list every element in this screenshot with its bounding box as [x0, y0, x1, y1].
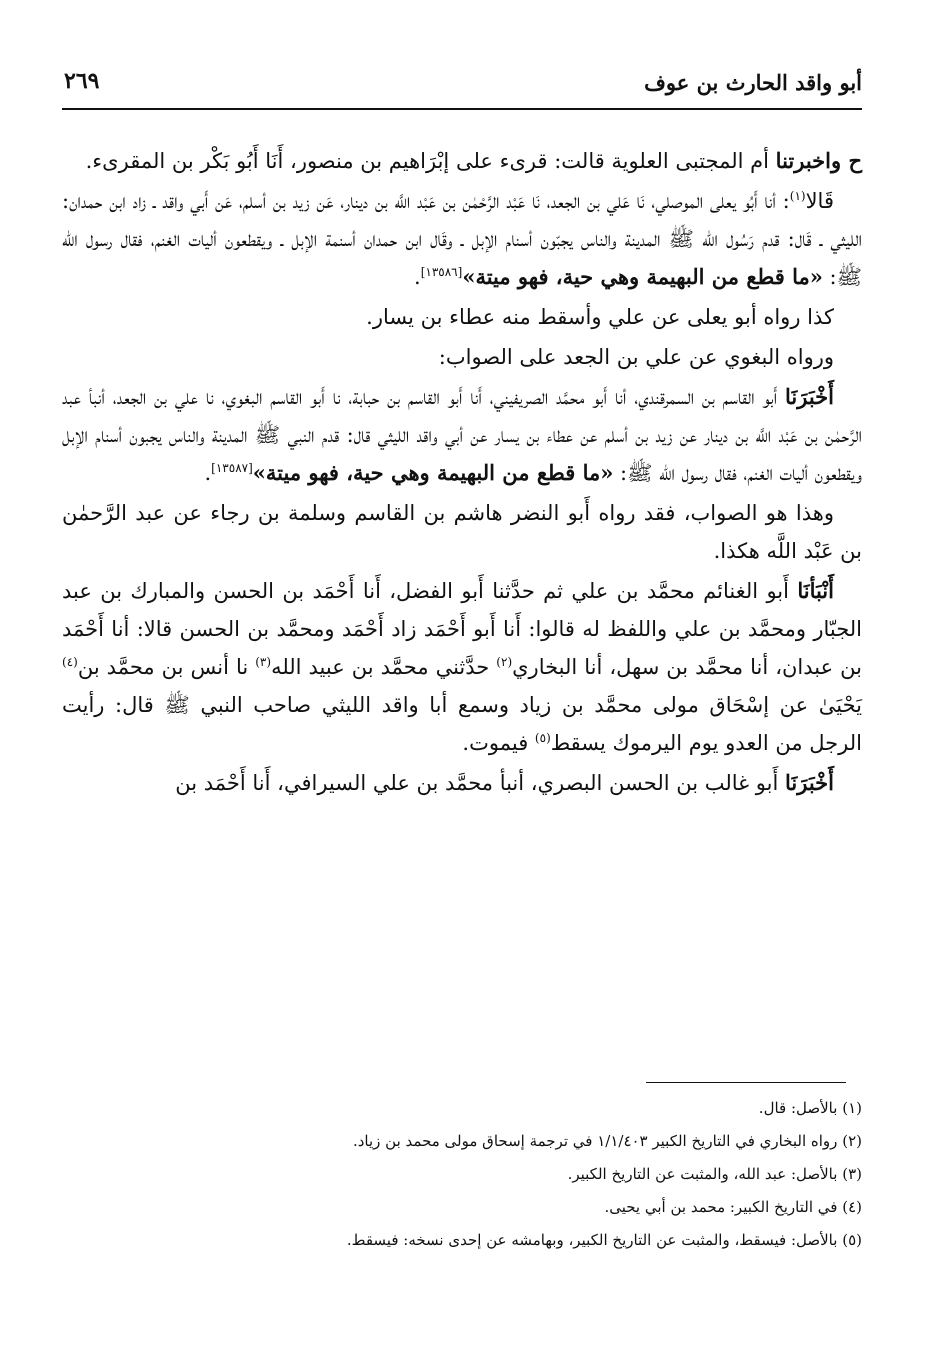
- paragraph-text: أَبو القاسم بن السمرقندي، أنا أَبو محمَّد الصريفيني، أَنا أَبو القاسم بن حبابة، نا أَبو القاسم البغوي، نا علي بن الجعد، أنبأ عبد الرَّحمٰن بن عَبْد اللَّه بن دينار عن زيد بن أسلم عن عطاء بن يسار عن أبي واقد الليثي قال: قدم النبي ﷺ المدينة والناس يجبون أسنام الإبل ويقطعون أليات الغنم، فقال رسول الله ﷺ:: [62, 385, 862, 485]
- paragraph-5: [62, 378, 862, 492]
- paragraph-text: ورواه البغوي عن علي بن الجعد على الصواب:: [438, 345, 834, 369]
- footnote-5: [62, 1224, 862, 1257]
- footnote-4: [62, 1191, 862, 1224]
- footnote-text: بالأصل: فيسقط، والمثبت عن التاريخ الكبير، وبهامشه عن إحدى نسخه: فيسقط.: [346, 1231, 838, 1249]
- running-header: [62, 64, 862, 110]
- hadith-number: [١٣٥٨٧]: [211, 461, 253, 475]
- paragraph-lead: أَنْبَأنَا: [797, 578, 834, 603]
- footnote-marker: (٣): [255, 655, 272, 669]
- paragraph-7: [62, 572, 862, 762]
- paragraph-3: [62, 298, 862, 336]
- paragraph-text: يَحْيَىٰ عن إسْحَاق مولى محمَّد بن زياد وسمع أبا واقد الليثي صاحب النبي ﷺ قال: رأيت الرجل من العدو يوم اليرموك يسقط: [62, 693, 862, 755]
- paragraph-text: أَبو الغنائم محمَّد بن علي ثم حدَّثنا أَبو الفضل، أَنا أَحْمَد بن الحسن والمبارك بن عبد الجبّار ومحمَّد بن علي واللفظ له قالوا: أَنا أَبو أَحْمَد زاد أَحْمَد ومحمَّد بن الحسن قالا: أنا أَحْمَد بن عبدان، أنا محمَّد بن سهل، أنا البخاري: [62, 579, 862, 679]
- footnote-1: [62, 1092, 862, 1125]
- paragraph-text: كذا رواه أبو يعلى عن علي وأسقط منه عطاء بن يسار.: [366, 305, 834, 329]
- footnote-number: (٢): [842, 1132, 862, 1150]
- footnote-text: في التاريخ الكبير: محمد بن أبي يحيى.: [604, 1198, 838, 1216]
- paragraph-2: [62, 182, 862, 296]
- footnote-3: [62, 1158, 862, 1191]
- paragraph-end: .: [204, 461, 212, 485]
- paragraph-4: [62, 338, 862, 376]
- paragraph-text: حدَّثني محمَّد بن عبيد الله: [271, 655, 497, 679]
- hadith-quote: «ما قطع من البهيمة وهي حية، فهو ميتة»: [252, 460, 614, 485]
- paragraph-end: .: [414, 265, 421, 289]
- footnote-marker: (٤): [62, 655, 78, 669]
- paragraph-lead: ح واخبرتنا: [775, 148, 862, 173]
- paragraph-text: أَبو غالب بن الحسن البصري، أنبأ محمَّد بن علي السيرافي، أَنا أَحْمَد بن: [175, 771, 786, 795]
- footnote-text: بالأصل: عبد الله، والمثبت عن التاريخ الكبير.: [567, 1165, 838, 1183]
- paragraph-text: وهذا هو الصواب، فقد رواه أَبو النضر هاشم بن القاسم وسلمة بن رجاء عن عبد الرَّحمٰن بن عَبْد اللَّه هكذا.: [62, 501, 862, 563]
- header-title: أبو واقد الحارث بن عوف: [644, 70, 862, 95]
- paragraph-text: أم المجتبى العلوية قالت: قرىء على إبْرَاهيم بن منصور، أَنَا أَبُو بَكْر بن المقرىء.: [85, 149, 776, 173]
- paragraph-text: نا أنس بن محمَّد بن: [77, 655, 256, 679]
- hadith-number: [١٣٥٨٦]: [420, 265, 463, 279]
- footnotes: [62, 1092, 862, 1257]
- footnote-separator: [646, 1082, 846, 1083]
- footnote-text: بالأصل: قال.: [758, 1099, 838, 1117]
- page-number: ٢٦٩: [64, 68, 100, 94]
- footnote-marker: (١): [789, 189, 806, 203]
- paragraph-lead: أَخْبَرَنَا: [785, 384, 834, 409]
- footnote-marker: (٥): [534, 731, 551, 745]
- footnote-number: (٥): [842, 1231, 862, 1249]
- footnote-number: (٤): [842, 1198, 862, 1216]
- paragraph-text: : أنا أَبُو يعلى الموصلي، نَا عَلي بن الجعد، نَا عَبْد الرَّحْمٰن بن عَبْد اللَّه بن دينار، عَن زيد بن أسلم، عَن أَبي واقد ـ زاد ابن حمدان: الليثي ـ قَال: قدم رَسُول الله ﷺ المدينة والناس يجبّون أسنام الإبل ـ وقَال ابن حمدان أسنمة الإبل ـ ويقطعون أليات الغنم، فقال رسول الله ﷺ:: [62, 189, 862, 289]
- footnote-marker: (٢): [496, 655, 513, 669]
- footnote-2: [62, 1125, 862, 1158]
- hadith-quote: «ما قطع من البهيمة وهي حية، فهو ميتة»: [462, 264, 823, 289]
- footnote-number: (٣): [842, 1165, 862, 1183]
- paragraph-6: [62, 494, 862, 570]
- paragraph-8: [62, 764, 862, 802]
- paragraph-text: فيموت.: [462, 731, 535, 755]
- paragraph-text: قَالا: [805, 189, 834, 213]
- footnote-text: رواه البخاري في التاريخ الكبير ١/١/٤٠٣ في ترجمة إسحاق مولى محمد بن زياد.: [352, 1132, 838, 1150]
- footnote-number: (١): [842, 1099, 862, 1117]
- paragraph-lead: أَخْبَرَنَا: [785, 770, 834, 795]
- paragraph-1: [62, 142, 862, 180]
- main-text: [62, 142, 862, 804]
